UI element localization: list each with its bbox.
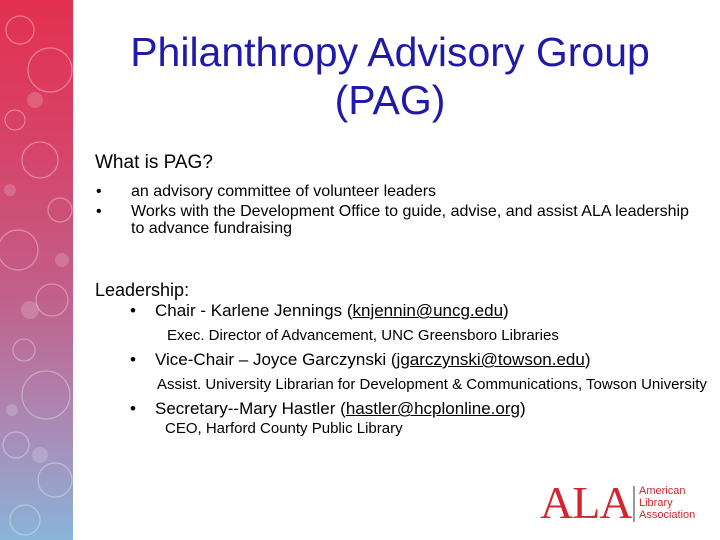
ala-logo-wordmark [639, 485, 695, 521]
list-item [95, 203, 695, 237]
leader-chair [95, 301, 715, 344]
logo-divider [633, 486, 635, 522]
list-item-text: Works with the Development Office to guide, advise, and assist ALA leadership to advance fundraising [131, 203, 689, 237]
chair-email-link[interactable]: knjennin@uncg.edu [352, 301, 504, 320]
list-item-text: an advisory committee of volunteer leaders [131, 183, 437, 200]
leader-title: Exec. Director of Advancement, UNC Greensboro Libraries [167, 327, 559, 344]
role-text: Chair - Karlene Jennings ( [155, 301, 353, 320]
title-line-2: (PAG) [334, 77, 446, 123]
leader-role [155, 399, 715, 419]
decorative-side-banner [0, 0, 73, 540]
leader-title: CEO, Harford County Public Library [165, 420, 403, 437]
leadership-heading: Leadership: [95, 280, 190, 300]
ala-logo-letters: ALA [540, 477, 632, 528]
leader-role [155, 301, 715, 321]
leader-vice-chair [95, 350, 715, 393]
list-item [95, 183, 695, 200]
leadership-list [95, 301, 715, 437]
role-close: ) [519, 399, 526, 418]
vice-chair-email-link[interactable]: jgarczynski@towson.edu [396, 350, 585, 369]
logo-line-american: American [639, 485, 686, 497]
logo-line-library: Library [639, 497, 673, 509]
bullet-icon: • [96, 183, 102, 200]
logo-line-association: Association [639, 509, 696, 521]
role-text: Vice-Chair – Joyce Garczynski ( [155, 350, 397, 369]
role-close: ) [584, 350, 591, 369]
ala-logo [540, 477, 710, 528]
leader-role [155, 350, 715, 370]
bullet-icon: • [130, 350, 136, 369]
slide-title [80, 28, 700, 124]
title-line-1: Philanthropy Advisory Group [130, 29, 650, 75]
bullet-icon: • [96, 203, 102, 220]
what-is-pag-list [95, 183, 695, 240]
secretary-email-link[interactable]: hastler@hcplonline.org [345, 399, 520, 418]
leader-secretary [95, 399, 715, 437]
leader-title: Assist. University Librarian for Development & Communications, Towson University [157, 376, 707, 393]
bullet-icon: • [130, 301, 136, 320]
role-text: Secretary--Mary Hastler ( [155, 399, 346, 418]
bubble-pattern [0, 0, 73, 540]
what-is-pag-heading: What is PAG? [95, 152, 213, 173]
bullet-icon: • [130, 399, 136, 418]
role-close: ) [503, 301, 509, 320]
